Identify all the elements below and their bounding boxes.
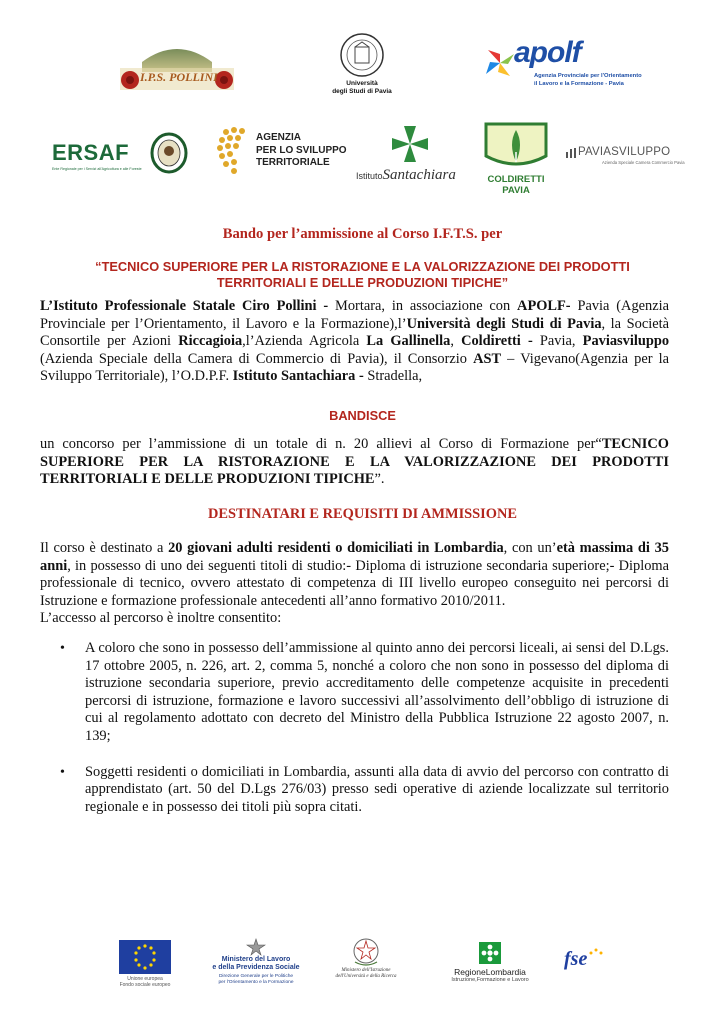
ersaf-subtitle: Ente Regionale per i Servizi all'Agricoltura e alle Foreste xyxy=(52,167,142,171)
intro-paragraph xyxy=(40,298,669,386)
fse-logo xyxy=(564,948,608,982)
italy-emblem-icon xyxy=(245,938,267,956)
destinatari-text-1: Il corso è destinato a xyxy=(40,540,169,556)
bullet-dot: • xyxy=(60,764,65,780)
intro-text-8: – Vigevano(Agenzia per la Sviluppo Territoriale), l’O.D.P.F. xyxy=(40,350,670,385)
santachiara-logo xyxy=(354,124,466,186)
intro-text-4: ,l’Azienda Agricola xyxy=(242,333,367,350)
unipv-name-line1: Università xyxy=(346,80,378,87)
seal-badge-icon xyxy=(150,132,188,174)
pollini-logo-text: I.P.S. POLLINI xyxy=(140,70,218,84)
paviasviluppo-logo xyxy=(566,146,690,170)
intro-bold-2: APOLF- xyxy=(517,298,571,314)
eu-fse-logo xyxy=(110,940,180,990)
regione-lombardia-logo xyxy=(440,942,540,990)
concorso-paragraph xyxy=(40,436,669,489)
destinatari-bold-2: età massima di 35 anni xyxy=(40,540,669,574)
destinatari-text-3: , in possesso di uno dei seguenti titoli di studio:- Diploma di istruzione secondaria superiore;- Diploma professionale di tecnico, ovvero attestato di competenza di III livello europeo conseguito nei percorsi di Istruzione e formazione professionale antecedenti all’anno formativo 2010/2011. xyxy=(40,557,669,609)
concorso-text-2: ”. xyxy=(374,471,385,488)
intro-text-9: Stradella, xyxy=(363,368,423,385)
unipv-logo xyxy=(322,30,402,104)
apolf-name: apolf xyxy=(514,36,581,69)
lombardia-subtitle: Istruzione,Formazione e Lavoro xyxy=(451,977,529,983)
paviasviluppo-subtitle: Azienda Speciale Camera Commercio Pavia xyxy=(602,160,685,165)
unipv-seal-icon xyxy=(340,30,384,80)
agenzia-sviluppo-logo xyxy=(216,124,356,184)
course-title-line2: TERRITORIALI E DELLE PRODUZIONI TIPICHE” xyxy=(216,274,509,290)
miur-line2: dell'Università e della Ricerca xyxy=(335,974,397,979)
coldiretti-line1: COLDIRETTI xyxy=(487,174,545,185)
santachiara-prefix: Istituto xyxy=(356,171,383,181)
list-item xyxy=(40,764,669,817)
apolf-logo xyxy=(482,36,642,100)
agenzia-line3: TERRITORIALE xyxy=(256,157,330,168)
bandisce-heading: BANDISCE xyxy=(329,408,396,423)
concorso-text-1: un concorso per l’ammissione di un totale di n. 20 allievi al Corso di Formazione per“ xyxy=(40,436,602,452)
agenzia-line1: AGENZIA xyxy=(256,132,301,143)
ministero-line2: e della Previdenza Sociale xyxy=(212,964,300,971)
pollini-logo xyxy=(112,42,242,100)
intro-text-3: , la Società Consortile per Azioni xyxy=(40,315,669,350)
eu-label-line1: Unione europea xyxy=(127,976,163,982)
lombardia-name: RegioneLombardia xyxy=(454,967,526,977)
bullet-dot: • xyxy=(60,641,65,656)
intro-bold-9: Istituto Santachiara - xyxy=(232,368,364,385)
section-title: DESTINATARI E REQUISITI DI AMMISSIONE xyxy=(208,506,517,522)
lombardia-rose-icon xyxy=(479,942,501,964)
miur-logo xyxy=(334,936,398,992)
apolf-subtitle-line2: il Lavoro e la Formazione - Pavia xyxy=(534,81,624,87)
ministero-line4: per l'Orientamento e la Formazione xyxy=(218,979,294,985)
ast-seal-logo xyxy=(150,132,188,179)
miur-line1: Ministero dell'Istruzione xyxy=(341,968,391,973)
intro-bold-3: Università degli Studi di Pavia xyxy=(406,315,602,332)
fse-stars-icon xyxy=(588,948,604,958)
intro-bold-7: Paviasviluppo xyxy=(582,333,670,350)
intro-bold-4: Riccagioia xyxy=(178,333,243,350)
apolf-subtitle-line1: Agenzia Provinciale per l'Orientamento xyxy=(534,73,642,79)
ersaf-logo xyxy=(52,140,142,176)
fse-name: fse xyxy=(564,948,588,970)
coldiretti-logo xyxy=(484,122,548,194)
accesso-line: L’accesso al percorso è inoltre consentito: xyxy=(40,610,282,626)
bar-chart-icon xyxy=(566,148,576,158)
intro-text-6: Pavia, xyxy=(532,333,583,350)
course-title-line1: “TECNICO SUPERIORE PER LA RISTORAZIONE E LA VALORIZZAZIONE DEI PRODOTTI xyxy=(95,259,630,274)
intro-text-7: (Azienda Speciale della Camera di Commercio di Pavia), il Consorzio xyxy=(40,350,474,367)
santachiara-name: Santachiara xyxy=(382,167,456,183)
destinatari-bold-1: 20 giovani adulti residenti o domiciliati in Lombardia xyxy=(168,540,504,556)
intro-text-5: , xyxy=(450,333,462,350)
intro-text-1: Mortara, in associazione con xyxy=(328,298,518,314)
ministero-line1: Ministero del Lavoro xyxy=(221,956,291,963)
document-title: Bando per l’ammissione al Corso I.F.T.S. per xyxy=(222,226,503,242)
intro-bold-1: L’Istituto Professionale Statale Ciro Pollini - xyxy=(40,298,329,314)
list-item-text: Soggetti residenti o domiciliati in Lombardia, assunti alla data di avvio del percorso con contratto di apprendistato (art. 50 del D.Lgs 276/03) presso sedi operative di aziende localizzate sul territorio regionale e in possesso dei titoli più sopra citati. xyxy=(85,763,669,815)
list-item-text: A coloro che sono in possesso dell’ammissione al quinto anno dei percorsi liceali, ai sensi del D.Lgs. 17 ottobre 2005, n. 226, art. 2, comma 5, nonché a coloro che non sono in possesso del diploma di istruzione secondaria superiore, previo accreditamento delle competenze acquisite in precedenti percorsi di istruzione, formazione e lavoro successivi all’assolvimento dell’obbligo di istruzione di cui al regolamento adottato con decreto del Ministro della Pubblica Istruzione 22 agosto 2007, n. 139; xyxy=(85,640,669,744)
concorso-course-name: TECNICO SUPERIORE PER LA RISTORAZIONE E LA VALORIZZAZIONE DEI PRODOTTI TERRITORIALI E DELLE PRODUZIONI TIPICHE xyxy=(40,436,669,488)
agenzia-line2: PER LO SVILUPPO xyxy=(256,144,347,156)
intro-bold-5: La Gallinella xyxy=(366,333,451,350)
eu-label-line2: Fondo sociale europeo xyxy=(119,982,171,988)
coldiretti-line2: PAVIA xyxy=(502,184,530,196)
destinatari-text-2: , con un’ xyxy=(503,540,557,556)
ministero-line3: Direzione Generale per le Politiche xyxy=(218,974,294,979)
course-title xyxy=(40,259,685,290)
apolf-pinwheel-icon xyxy=(482,46,518,80)
coldiretti-wheat-icon xyxy=(484,122,548,170)
ministero-lavoro-logo xyxy=(204,938,308,994)
intro-text-2: Pavia (Agenzia Provinciale per l’Orientamento, il Lavoro e la Formazione),l’ xyxy=(40,298,670,332)
ersaf-name: ERSAF xyxy=(52,140,130,165)
list-item xyxy=(40,640,669,746)
intro-bold-8: AST xyxy=(473,350,502,367)
unipv-name-line2: degli Studi di Pavia xyxy=(332,87,392,95)
intro-bold-6: Coldiretti - xyxy=(461,333,533,350)
requirements-list xyxy=(40,640,669,834)
flower-cross-icon xyxy=(390,124,430,164)
paviasviluppo-name: PAVIASVILUPPO xyxy=(578,146,671,158)
destinatari-paragraph xyxy=(40,540,669,610)
republic-emblem-icon xyxy=(351,936,381,968)
eu-flag-icon xyxy=(119,940,171,974)
